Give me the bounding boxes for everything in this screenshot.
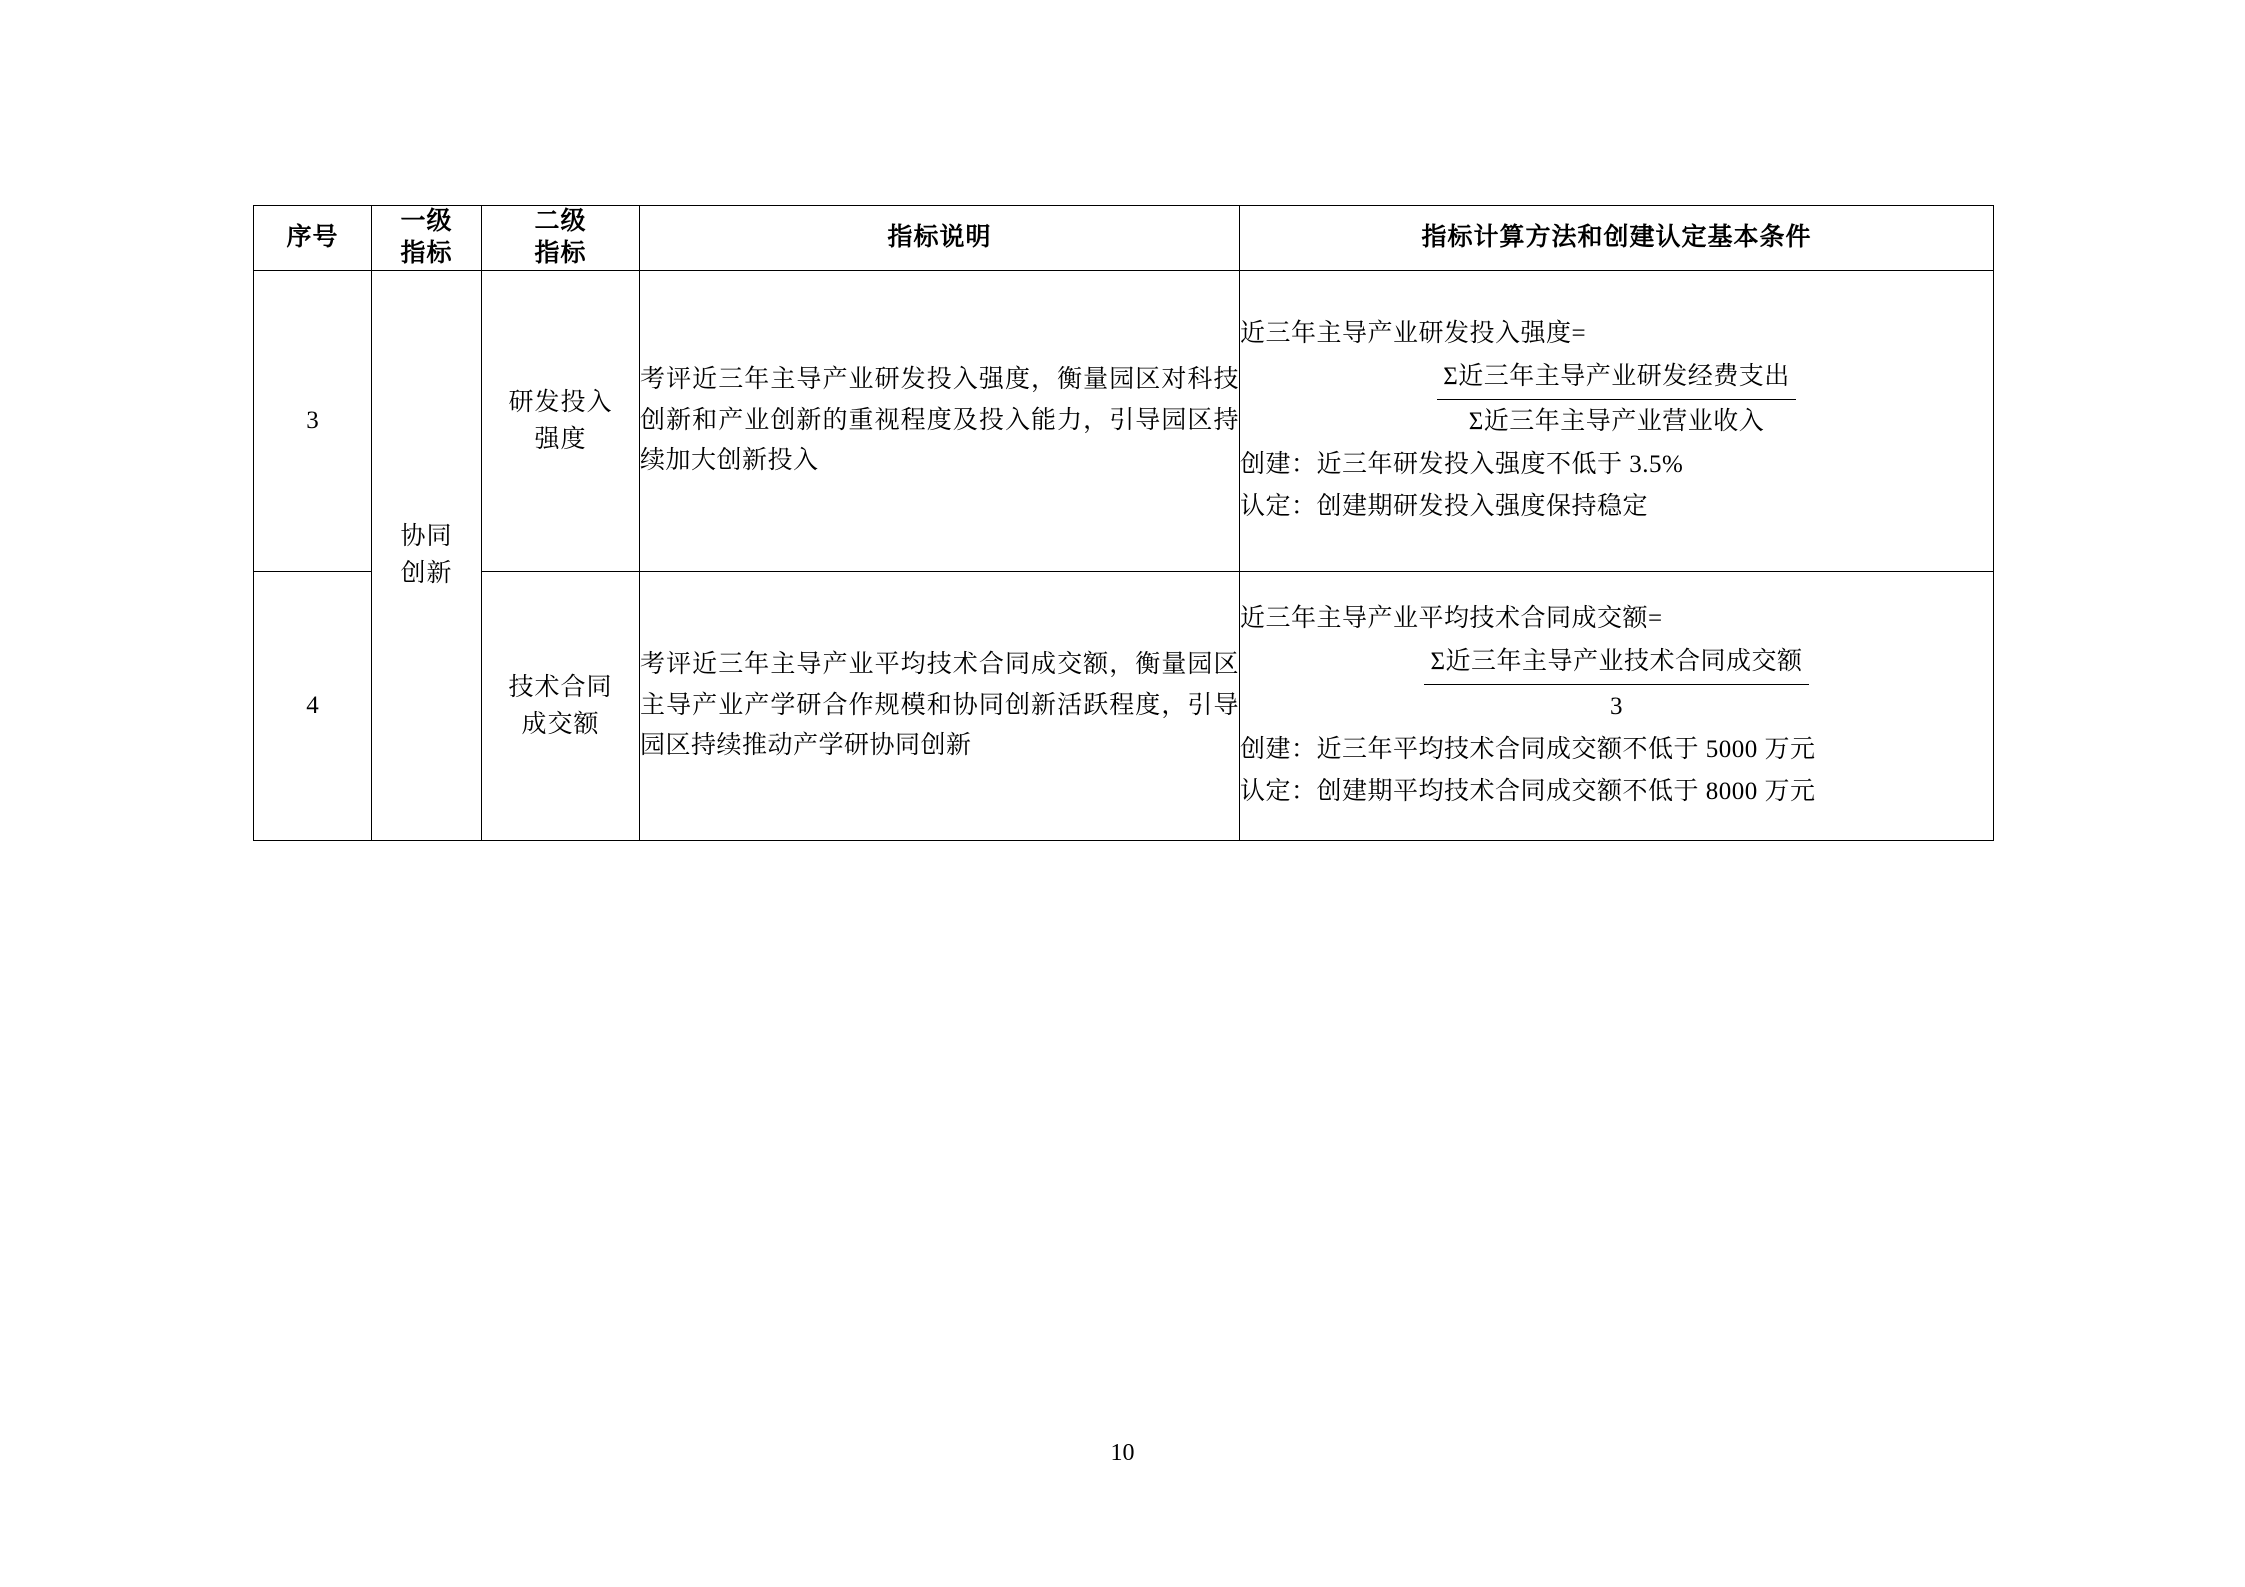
header-level2-line1: 二级 (534, 208, 587, 235)
row-level2 (482, 572, 640, 841)
row-level2-line1: 研发投入 (508, 388, 613, 416)
indicator-table (253, 205, 1994, 841)
table-header-row (254, 206, 1994, 271)
row-level2-line2: 成交额 (521, 711, 600, 738)
header-level1-line1: 一级 (400, 208, 453, 235)
formula-denominator: Σ近三年主导产业营业收入 (1468, 408, 1765, 436)
header-calculation: 指标计算方法和创建认定基本条件 (1240, 206, 1994, 271)
header-seq: 序号 (254, 206, 372, 271)
row-level2-line2: 强度 (534, 426, 587, 453)
row-level1-line1: 协同 (400, 523, 453, 551)
row-calculation (1240, 271, 1994, 572)
row-level1-group (372, 271, 482, 841)
condition-certify: 认定：创建期研发投入强度保持稳定 (1240, 493, 1649, 521)
header-level1-line2: 指标 (400, 240, 453, 267)
condition-build: 创建：近三年研发投入强度不低于 3.5% (1240, 450, 1684, 478)
formula-numerator: Σ近三年主导产业技术合同成交额 (1424, 642, 1808, 686)
formula-head: 近三年主导产业研发投入强度= (1240, 320, 1587, 348)
row-level2-line1: 技术合同 (508, 673, 613, 701)
header-level2 (482, 206, 640, 271)
page-number: 10 (1110, 1440, 1135, 1466)
header-level2-line2: 指标 (534, 240, 587, 267)
formula-head: 近三年主导产业平均技术合同成交额= (1240, 605, 1663, 633)
formula-numerator: Σ近三年主导产业研发经费支出 (1437, 357, 1796, 401)
row-calculation (1240, 572, 1994, 841)
table-row (254, 572, 1994, 841)
row-seq: 4 (254, 572, 372, 841)
row-level2 (482, 271, 640, 572)
table-row (254, 271, 1994, 572)
condition-certify: 认定：创建期平均技术合同成交额不低于 8000 万元 (1240, 778, 1816, 806)
row-level1-line2: 创新 (400, 559, 453, 587)
row-description: 考评近三年主导产业平均技术合同成交额，衡量园区主导产业产学研合作规模和协同创新活跃程度，引导园区持续推动产学研协同创新 (640, 572, 1240, 841)
header-description: 指标说明 (640, 206, 1240, 271)
formula-denominator: 3 (1610, 693, 1623, 721)
row-seq: 3 (254, 271, 372, 572)
header-level1 (372, 206, 482, 271)
condition-build: 创建：近三年平均技术合同成交额不低于 5000 万元 (1240, 735, 1816, 763)
formula-fraction (1240, 642, 1993, 728)
row-description: 考评近三年主导产业研发投入强度，衡量园区对科技创新和产业创新的重视程度及投入能力，引导园区持续加大创新投入 (640, 271, 1240, 572)
formula-fraction (1240, 357, 1993, 443)
